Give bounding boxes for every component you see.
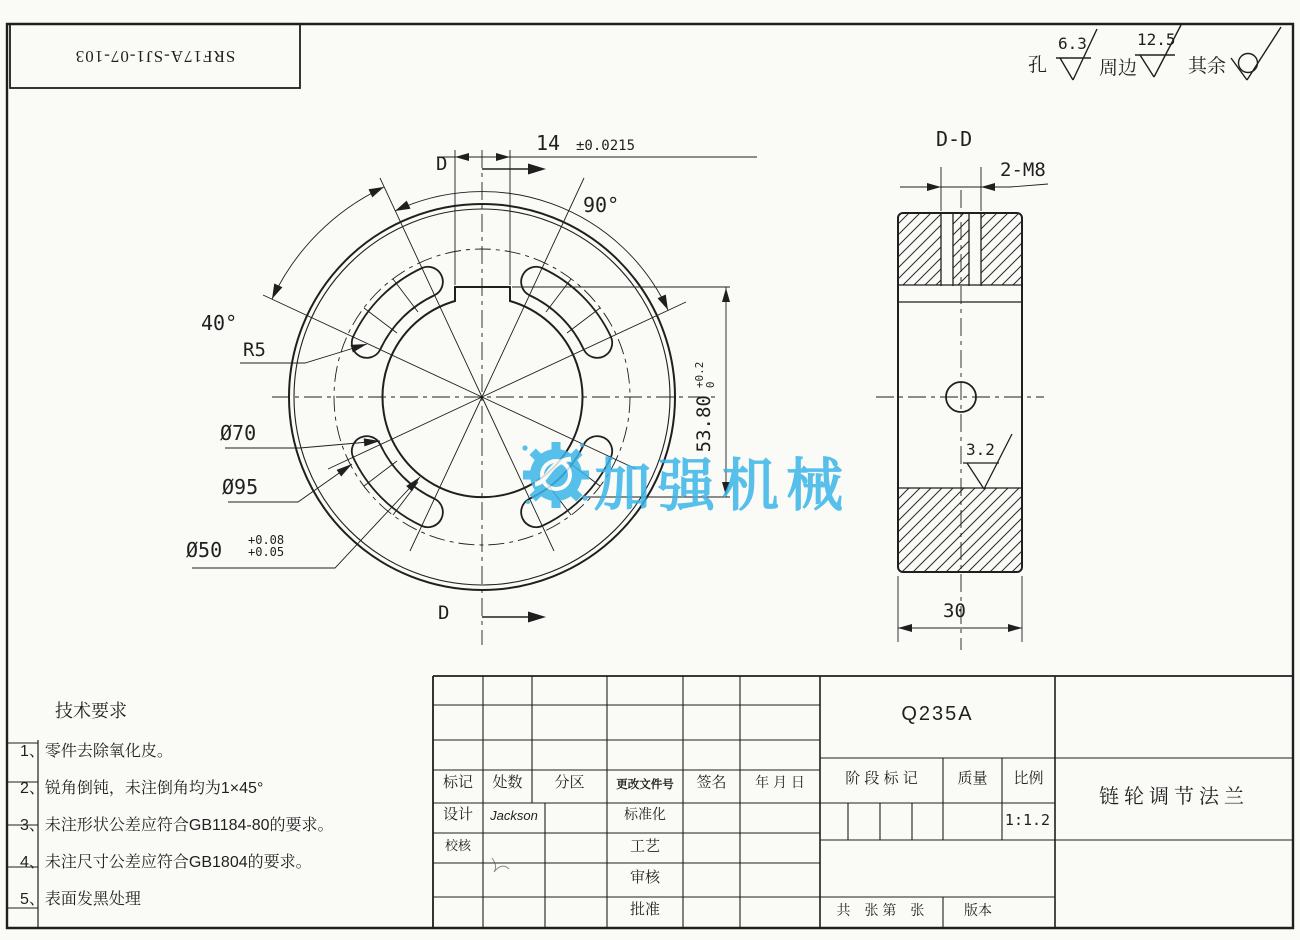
tb-sheet-count: 共 张 第 张 <box>836 902 925 918</box>
legend-hole-label: 孔 <box>1028 55 1048 76</box>
tb-signature: 签名 <box>696 774 727 791</box>
legend-edge-label: 周边 <box>1099 58 1138 79</box>
tb-standardization: 标准化 <box>624 806 666 822</box>
legend-edge-value: 12.5 <box>1137 30 1176 49</box>
dia-50-tol-upper: +0.08 <box>248 533 285 547</box>
dim-keyway-width <box>437 150 757 285</box>
tech-req-item: 4、未注尺寸公差应符合GB1804的要求。 <box>20 854 312 871</box>
dim-roughness: 3.2 <box>966 440 995 459</box>
tb-process: 工艺 <box>629 838 660 855</box>
dim-section-width: 30 <box>943 600 966 622</box>
tech-req-item: 1、零件去除氧化皮。 <box>20 743 173 760</box>
tb-check: 校核 <box>444 838 471 853</box>
centerlines <box>272 150 715 645</box>
section-view <box>876 167 1048 650</box>
cut-label-bottom: D <box>438 602 450 624</box>
legend-hole-value: 6.3 <box>1058 34 1087 53</box>
tb-date: 年 月 日 <box>755 774 805 790</box>
dim-angle-90: 90° <box>583 193 620 217</box>
tb-approve: 批准 <box>629 901 660 918</box>
bore-height-tol-upper: +0.2 <box>693 361 706 389</box>
dim-keyway-width-tol: ±0.0215 <box>576 138 636 154</box>
tech-req-title: 技术要求 <box>55 701 127 721</box>
tb-design: 设计 <box>442 806 473 823</box>
dim-slot-radius: R5 <box>243 339 266 361</box>
leader-lines <box>192 340 423 568</box>
tb-audit: 审核 <box>629 869 660 886</box>
dim-dia-50-tol <box>248 534 284 558</box>
dim-bore-height-tol <box>694 362 716 389</box>
tb-stage-mark: 阶 段 标 记 <box>845 770 918 787</box>
dim-dia-50: Ø50 <box>186 538 223 562</box>
bore-height-tol-lower: 0 <box>704 381 717 389</box>
tb-count: 处数 <box>492 774 523 791</box>
dim-dia-70: Ø70 <box>220 421 257 445</box>
tb-scale-label: 比例 <box>1013 770 1044 787</box>
cut-label-top: D <box>436 153 448 175</box>
dim-bore-height-group <box>693 361 796 453</box>
section-title: D-D <box>936 127 973 151</box>
tb-mark: 标记 <box>442 774 473 791</box>
tb-material: Q235A <box>901 703 974 725</box>
dim-keyway-width: 14 <box>536 131 561 155</box>
dim-bore-height: 53.80 <box>693 395 716 453</box>
tb-zone: 分区 <box>554 774 585 791</box>
tech-req-item: 5、表面发黑处理 <box>20 891 141 908</box>
handwritten-signature <box>492 858 509 872</box>
dim-thread-callout: 2-M8 <box>1000 159 1046 181</box>
tech-req-item: 3、未注形状公差应符合GB1184-80的要求。 <box>20 817 334 834</box>
tb-mass: 质量 <box>957 770 988 787</box>
dia-50-tol-lower: +0.05 <box>248 545 285 559</box>
watermark-gear-logo <box>517 436 595 514</box>
dim-dia-95: Ø95 <box>222 475 259 499</box>
tb-part-name: 链轮调节法兰 <box>1099 786 1249 808</box>
tb-version: 版本 <box>964 902 992 918</box>
tech-req-item: 2、锐角倒钝，未注倒角均为1×45° <box>20 780 264 797</box>
tb-change-doc: 更改文件号 <box>616 779 674 791</box>
tb-scale-value: 1:1.2 <box>1004 811 1051 829</box>
legend-rest-label: 其余 <box>1188 56 1227 77</box>
front-view <box>192 150 757 645</box>
dim-angle-40: 40° <box>201 311 238 335</box>
part-number-stamp: SRF17A-SJ1-07-103 <box>74 47 236 66</box>
watermark-text: 加强机械 <box>594 454 850 518</box>
tb-designer: Jackson <box>490 808 538 823</box>
